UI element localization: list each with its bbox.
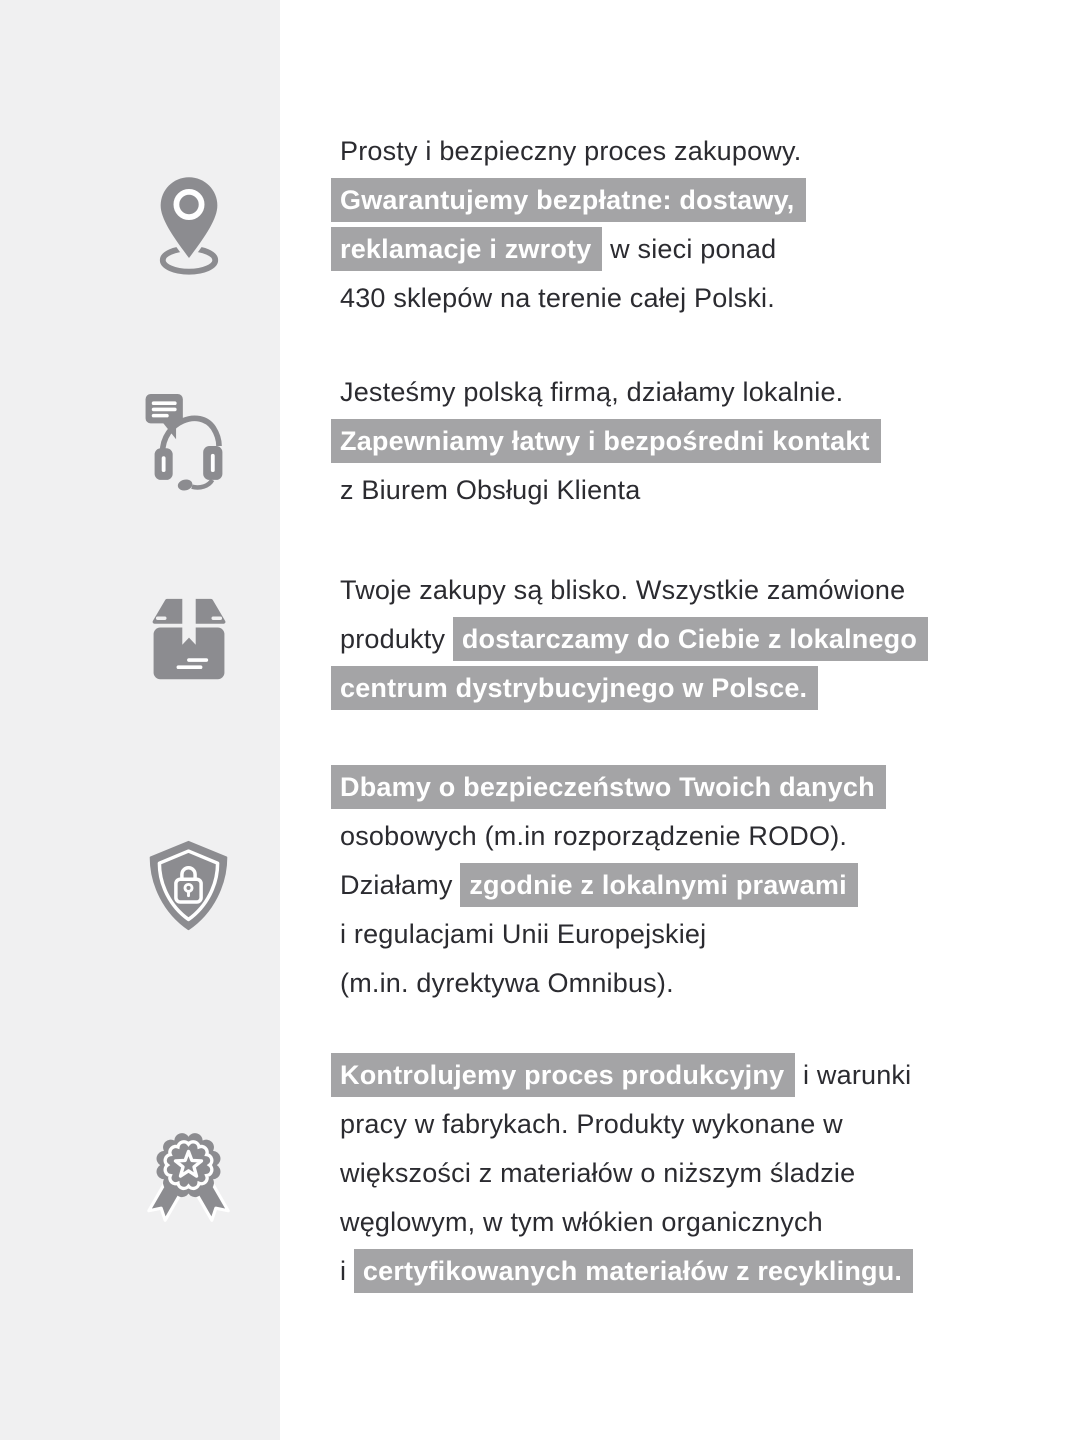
text-segment: i regulacjami Unii Europejskiej: [340, 919, 707, 949]
text-segment: w sieci ponad: [602, 234, 777, 264]
benefit-text: [280, 566, 928, 713]
text-segment: produkty: [340, 624, 453, 654]
highlighted-text: zgodnie z lokalnymi prawami: [460, 863, 857, 907]
benefit-text: [280, 763, 886, 1008]
highlighted-text: Gwarantujemy bezpłatne: dostawy,: [331, 178, 806, 222]
icon-cell: [0, 173, 280, 278]
text-line: [340, 861, 886, 910]
highlighted-text: centrum dystrybucyjnego w Polsce.: [331, 666, 818, 710]
text-line: [340, 959, 886, 1008]
benefit-text: [280, 368, 881, 515]
text-line: [340, 812, 886, 861]
shield-lock-icon: [140, 837, 237, 934]
award-badge-icon: [136, 1121, 241, 1226]
highlighted-text: reklamacje i zwroty: [331, 227, 602, 271]
highlighted-text: certyfikowanych materiałów z recyklingu.: [354, 1249, 913, 1293]
text-segment: Prosty i bezpieczny proces zakupowy.: [340, 136, 802, 166]
text-line: [340, 274, 806, 323]
customer-service-headset-icon: [132, 385, 245, 498]
benefit-section: [0, 127, 1080, 323]
benefit-section: [0, 368, 1080, 515]
text-line: [340, 1247, 913, 1296]
text-segment: Twoje zakupy są blisko. Wszystkie zamówione: [340, 575, 906, 605]
text-line: [340, 127, 806, 176]
text-segment: z Biurem Obsługi Klienta: [340, 475, 641, 505]
benefit-text: [280, 1051, 913, 1296]
text-segment: i warunki: [795, 1060, 912, 1090]
text-line: [340, 1100, 913, 1149]
text-line: [340, 417, 881, 466]
location-pin-icon: [151, 173, 227, 278]
text-segment: osobowych (m.in rozporządzenie RODO).: [340, 821, 848, 851]
icon-cell: [0, 837, 280, 934]
text-segment: i: [340, 1256, 354, 1286]
text-line: [340, 368, 881, 417]
text-line: [340, 566, 928, 615]
benefit-section: [0, 763, 1080, 1008]
text-line: [340, 176, 806, 225]
text-line: [340, 1149, 913, 1198]
text-line: [340, 225, 806, 274]
benefit-text: [280, 127, 806, 323]
highlighted-text: dostarczamy do Ciebie z lokalnego: [453, 617, 928, 661]
text-line: [340, 1198, 913, 1247]
icon-cell: [0, 595, 280, 685]
highlighted-text: Zapewniamy łatwy i bezpośredni kontakt: [331, 419, 881, 463]
benefit-section: [0, 566, 1080, 713]
text-line: [340, 910, 886, 959]
text-segment: Działamy: [340, 870, 461, 900]
text-segment: Jesteśmy polską firmą, działamy lokalnie.: [340, 377, 844, 407]
text-segment: większości z materiałów o niższym śladzie: [340, 1158, 856, 1188]
text-line: [340, 664, 928, 713]
text-line: [340, 763, 886, 812]
text-segment: pracy w fabrykach. Produkty wykonane w: [340, 1109, 843, 1139]
text-segment: 430 sklepów na terenie całej Polski.: [340, 283, 775, 313]
text-line: [340, 466, 881, 515]
icon-cell: [0, 1121, 280, 1226]
text-line: [340, 1051, 913, 1100]
text-segment: węglowym, w tym włókien organicznych: [340, 1207, 823, 1237]
highlighted-text: Dbamy o bezpieczeństwo Twoich danych: [331, 765, 886, 809]
text-line: [340, 615, 928, 664]
text-segment: (m.in. dyrektywa Omnibus).: [340, 968, 674, 998]
highlighted-text: Kontrolujemy proces produkcyjny: [331, 1053, 795, 1097]
benefit-section: [0, 1051, 1080, 1296]
package-box-icon: [141, 595, 237, 685]
icon-cell: [0, 385, 280, 498]
